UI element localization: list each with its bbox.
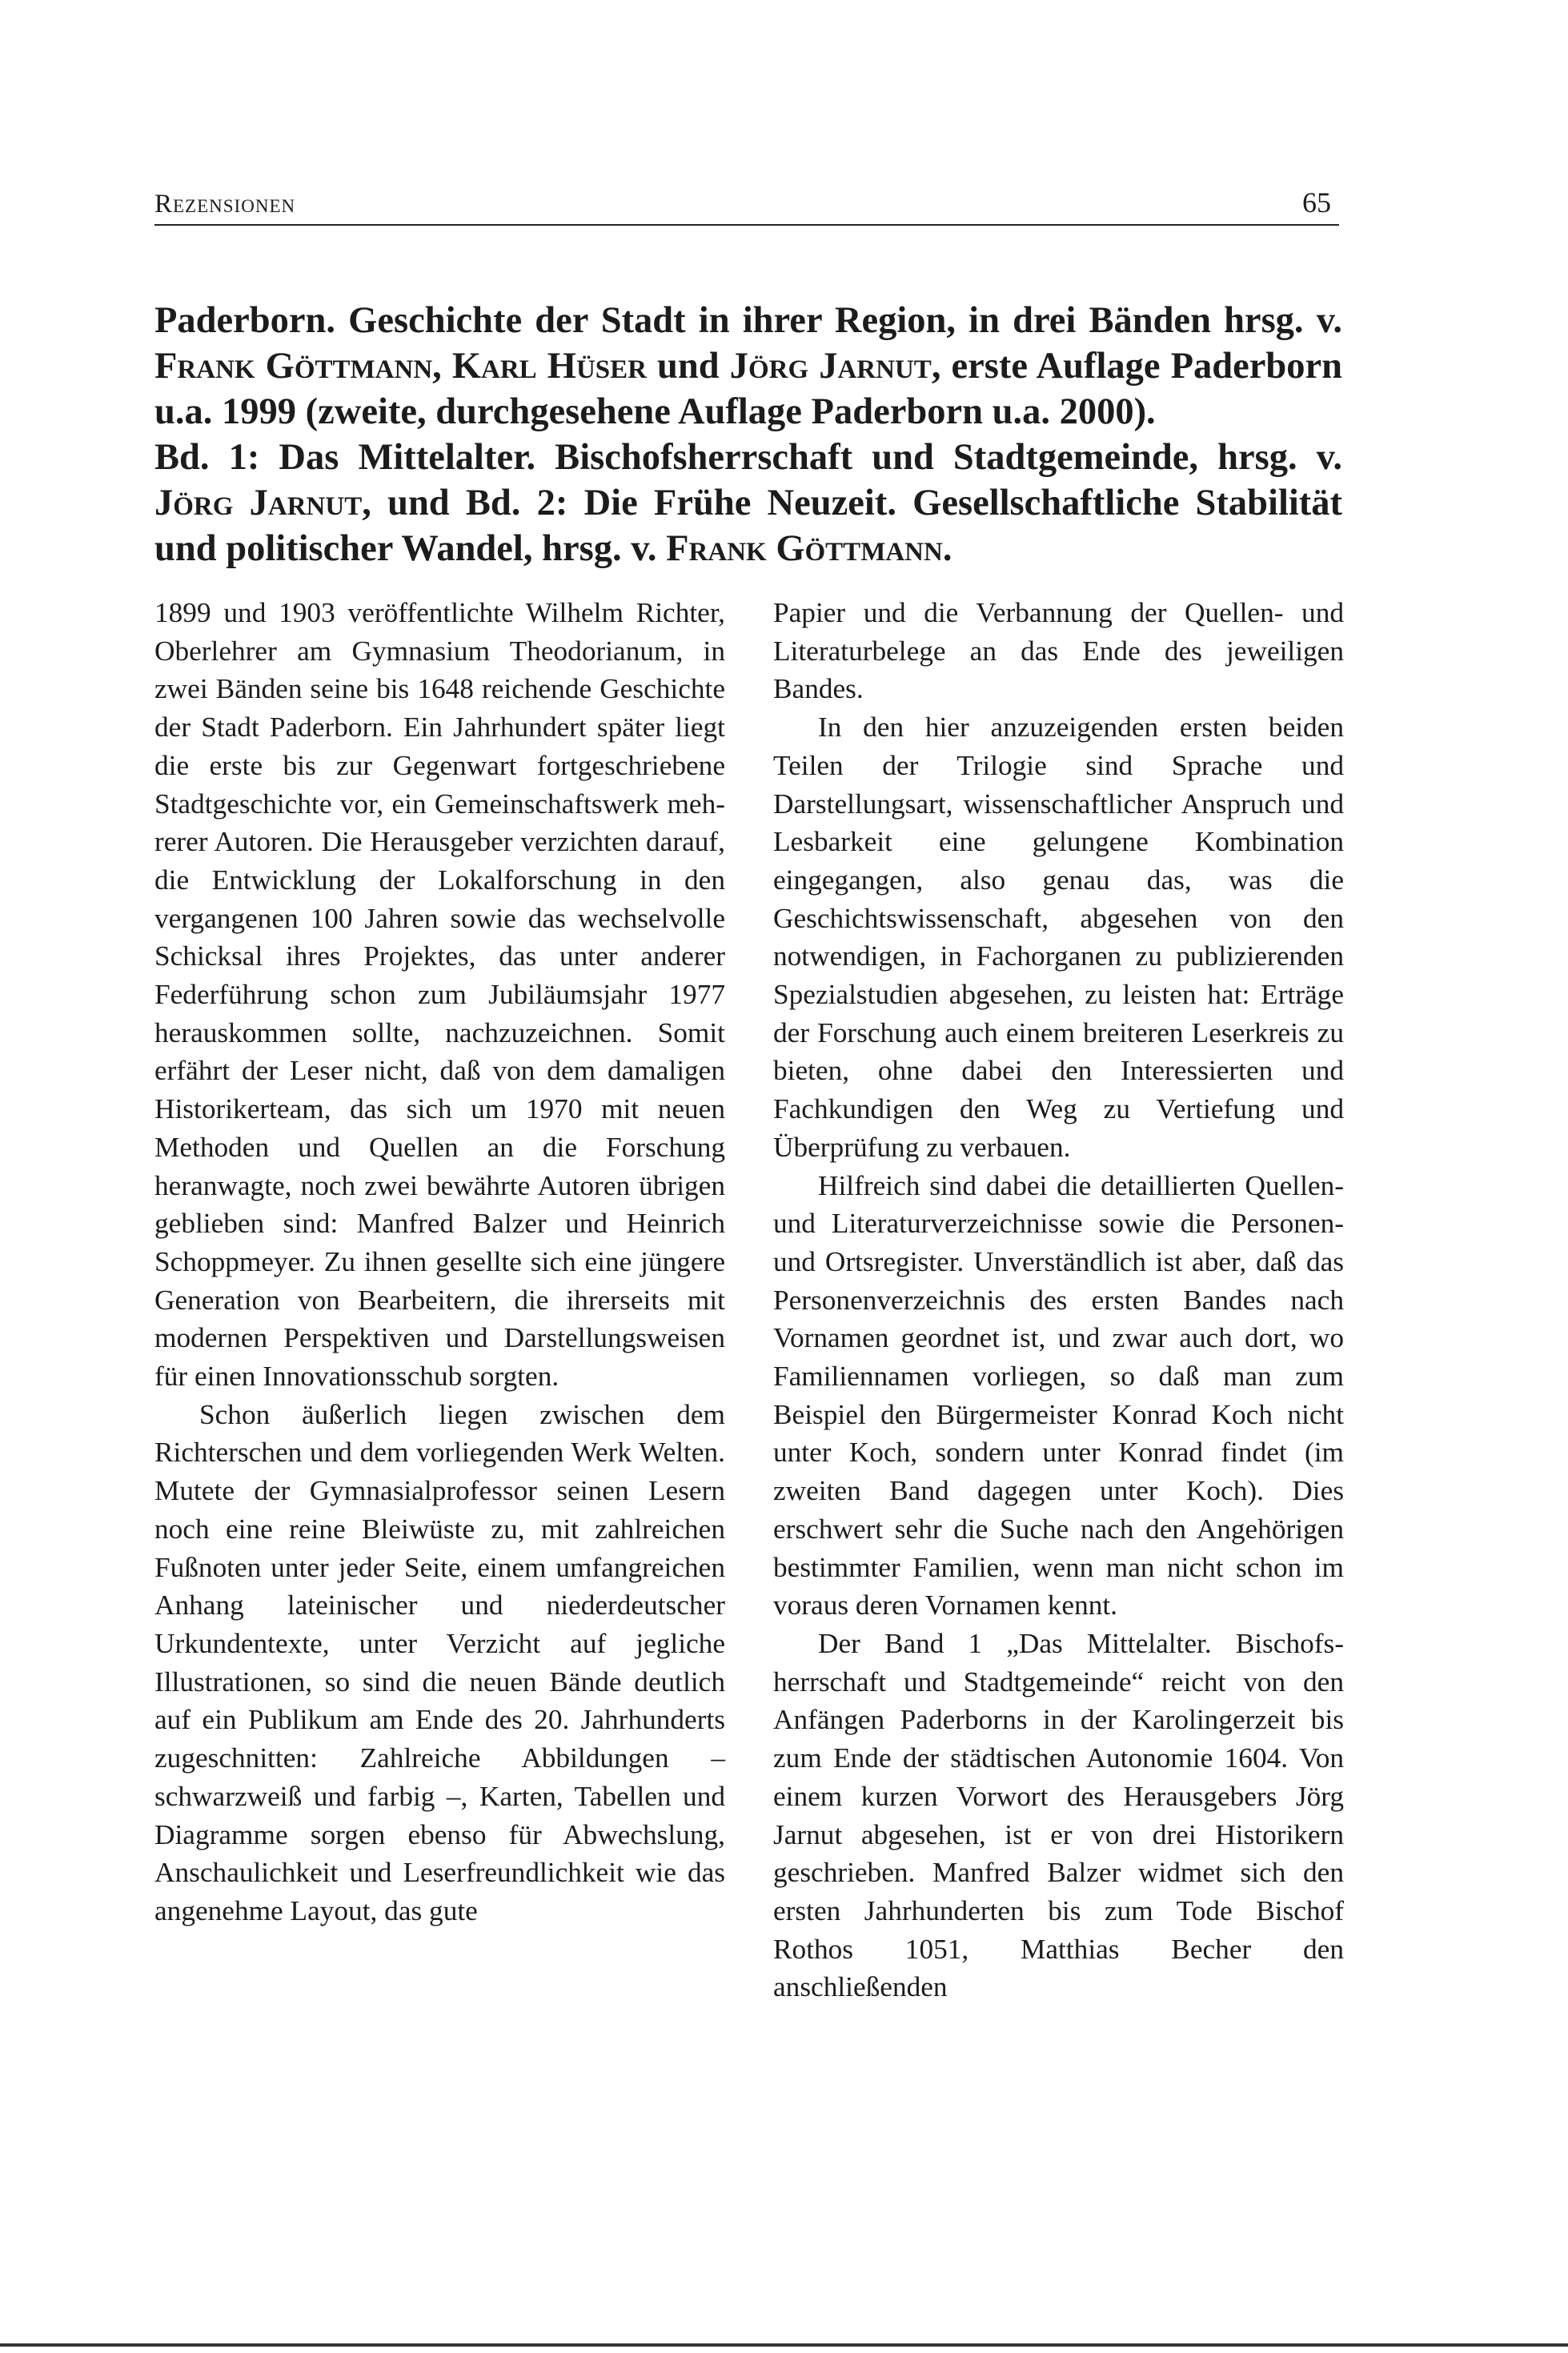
scan-edge-line — [0, 2343, 1568, 2347]
heading-editor: Jörg Jarnut — [729, 346, 932, 387]
bibliographic-entry — [154, 298, 1342, 435]
paragraph: Der Band 1 „Das Mittelalter. Bischofsherrschaft und Stadtgemeinde“ reicht von den Anfängen Paderborns in der Karolingerzeit bis zum Ende der städtischen Autonomie 1604. Von einem kurzen Vorwort des Herausgebers Jörg Jarnut abgesehen, ist er von drei Historikern geschrieben. Manfred Balzer widmet sich den ersten Jahrhunderten bis zum Tode Bischof Rothos 1051, Matthias Becher den anschließenden — [773, 1627, 1344, 2003]
heading-text: . — [942, 528, 952, 569]
page-header — [154, 182, 1339, 226]
paragraph: Schon äußerlich liegen zwischen dem Richterschen und dem vorliegenden Werk Welten. Mutete der Gymnasialprofessor seinen Lesern noch eine reine Bleiwüste zu, mit zahlreichen Fußnoten unter jeder Seite, einem umfangreichen Anhang lateinischer und niederdeutscher Urkundentexte, unter Verzicht auf jegliche Illustrationen, so sind die neuen Bände deutlich auf ein Publikum am Ende des 20. Jahrhunderts zugeschnitten: Zahlreiche Abbildungen – schwarzweiß und farbig –, Karten, Tabellen und Diagramme sorgen ebenso für Abwechslung, Anschaulichkeit und Leserfreundlichkeit wie das angenehme Layout, das gute — [154, 1398, 725, 1926]
heading-text: und — [646, 346, 730, 387]
heading-text: Bd. 1: Das Mittelalter. Bischofsherrschaft und Stadtgemeinde, hrsg. v. — [154, 437, 1342, 478]
review-heading — [154, 298, 1342, 571]
paragraph: 1899 und 1903 veröffentlichte Wilhelm Richter, Oberlehrer am Gymnasium Theodorianum, in zwei Bänden seine bis 1648 reichende Geschichte der Stadt Paderborn. Ein Jahrhundert später liegt die erste bis zur Gegenwart fortgeschriebene Stadtgeschichte vor, ein Gemeinschaftswerk mehrerer Autoren. Die Herausgeber verzichten darauf, die Entwicklung der Lokalforschung in den vergangenen 100 Jahren sowie das wechselvolle Schicksal ihres Projektes, das unter anderer Federführung schon zum Jubiläumsjahr 1977 herauskommen sollte, nachzuzeichnen. Somit erfährt der Leser nicht, daß von dem damaligen Historikerteam, das sich um 1970 mit neuen Methoden und Quellen an die Forschung heranwagte, noch zwei bewährte Autoren übrigen geblieben sind: Manfred Balzer und Heinrich Schoppmeyer. Zu ihnen gesellte sich eine jüngere Generation von Bearbeitern, die ihrerseits mit modernen Perspektiven und Darstellungsweisen für einen Innovationsschub sorgten. — [154, 597, 725, 1393]
left-column — [154, 594, 725, 1930]
heading-text: , und Bd. 2: Die Frühe Neuzeit. Gesellschaftliche Stabilität und politischer Wandel, hrsg. v. — [154, 483, 1342, 569]
volume-entry — [154, 435, 1342, 571]
heading-text: , erste Auflage Paderborn u.a. 1999 (zweite, durchgesehene Auflage Paderborn u.a. 2000). — [154, 346, 1342, 432]
right-column — [773, 594, 1344, 2006]
heading-editor: Jörg Jarnut — [154, 483, 363, 523]
page-number: 65 — [1302, 186, 1331, 218]
running-head: Rezensionen — [154, 190, 296, 218]
heading-editor: Frank Göttmann — [666, 528, 943, 569]
paragraph: Papier und die Verbannung der Quellen- und Literaturbelege an das Ende des jeweiligen Bandes. — [773, 597, 1344, 705]
paragraph: Hilfreich sind dabei die detaillierten Quellen- und Literaturverzeichnisse sowie die Personen- und Ortsregister. Unverständlich ist aber, daß das Personenverzeichnis des ersten Bandes nach Vornamen geordnet ist, und zwar auch dort, wo Familiennamen vorliegen, so daß man zum Beispiel den Bürgermeister Konrad Koch nicht unter Koch, sondern unter Konrad findet (im zweiten Band dagegen unter Koch). Dies erschwert sehr die Suche nach den Angehörigen bestimmter Familien, wenn man nicht schon im voraus deren Vornamen kennt. — [773, 1169, 1344, 1621]
heading-editors: Frank Göttmann, Karl Hüser — [154, 346, 647, 387]
paragraph: In den hier anzuzeigenden ersten beiden Teilen der Trilogie sind Sprache und Darstellungsart, wissenschaftlicher Anspruch und Lesbarkeit eine gelungene Kombination eingegangen, also genau das, was die Geschichtswissenschaft, abgesehen von den notwendigen, in Fachorganen zu publizierenden Spezialstudien abgesehen, zu leisten hat: Erträge der Forschung auch einem breiteren Leserkreis zu bieten, ohne dabei den Interessierten und Fachkundigen den Weg zu Vertiefung und Überprüfung zu verbauen. — [773, 712, 1344, 1163]
heading-text: Paderborn. Geschichte der Stadt in ihrer Region, in drei Bänden hrsg. v. — [154, 300, 1342, 341]
